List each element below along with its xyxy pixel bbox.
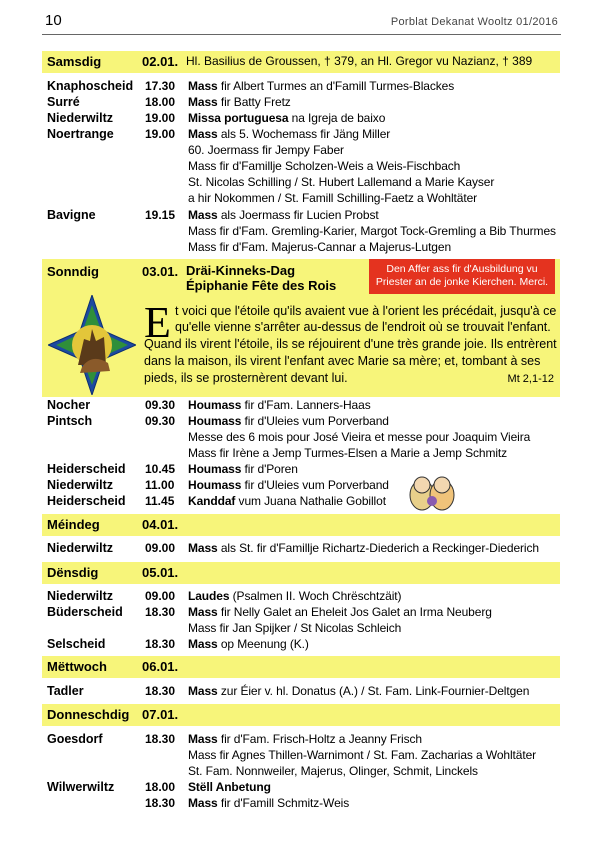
entry-text	[188, 796, 349, 810]
day-date: 07.01.	[142, 707, 179, 722]
page-header-title: Porblat Dekanat Wooltz 01/2016	[390, 16, 558, 28]
day-description: Hl. Basilius de Groussen, † 379, an Hl. Gregor vu Nazianz, † 389	[186, 54, 533, 68]
time: 19.00	[145, 127, 176, 141]
schedule-row	[42, 732, 560, 748]
service-detail: als 5. Wochemass fir Jäng Miller	[217, 127, 391, 141]
entry-text	[188, 95, 291, 109]
entry-text	[188, 79, 454, 93]
entry-text	[188, 462, 298, 476]
schedule-row	[42, 159, 560, 175]
time: 09.30	[145, 398, 176, 412]
place-name: Surré	[47, 95, 80, 109]
place-name: Büderscheid	[47, 605, 123, 619]
service-kind: Laudes	[188, 589, 230, 603]
day-band-donneschdig	[42, 704, 560, 726]
place-name: Niederwiltz	[47, 111, 113, 125]
service-detail: fir Nelly Galet an Eheleit Jos Galet an Irma Neuberg	[217, 605, 492, 619]
schedule-row	[42, 589, 560, 605]
entry-text	[188, 541, 539, 555]
time: 17.30	[145, 79, 176, 93]
schedule-row	[42, 398, 560, 414]
entry-text	[188, 398, 371, 412]
place-name: Niederwiltz	[47, 541, 113, 555]
service-kind: Houmass	[188, 478, 242, 492]
place-name: Niederwiltz	[47, 589, 113, 603]
page-number: 10	[45, 12, 62, 29]
place-name: Noertrange	[47, 127, 114, 141]
entry-text	[188, 494, 386, 508]
schedule-row	[42, 143, 560, 159]
schedule-row	[42, 79, 560, 95]
time: 18.30	[145, 732, 176, 746]
schedule-row	[42, 478, 560, 494]
entry-text	[188, 159, 460, 173]
place-name: Tadler	[47, 684, 84, 698]
service-kind: Mass	[188, 95, 218, 109]
day-band-meindeg	[42, 514, 560, 536]
day-label: Dënsdig	[47, 565, 99, 580]
service-detail: St. Fam. Nonnweiler, Majerus, Olinger, Schmit, Linckels	[188, 764, 478, 778]
schedule-row	[42, 414, 560, 430]
header-rule	[42, 34, 561, 35]
schedule-row	[42, 462, 560, 478]
service-detail: Mass fir d'Fam. Majerus-Cannar a Majerus-Lutgen	[188, 240, 452, 254]
service-detail: fir d'Famill Schmitz-Weis	[217, 796, 350, 810]
service-detail: op Meenung (K.)	[217, 637, 309, 651]
service-kind: Mass	[188, 732, 218, 746]
entry-text	[188, 780, 271, 794]
star-of-bethlehem-icon	[48, 295, 136, 395]
schedule-row	[42, 621, 560, 637]
gospel-line: Quand ils virent l'étoile, ils se réjouirent d'une très grande joie. Ils entrèrent	[144, 337, 557, 351]
schedule-row	[42, 208, 560, 224]
day-label: Samsdig	[47, 54, 102, 69]
entry-text	[188, 478, 389, 492]
entry-text	[188, 732, 422, 746]
day-label: Donneschdig	[47, 707, 130, 722]
service-kind: Mass	[188, 796, 218, 810]
service-detail: Mass fir Jan Spijker / St Nicolas Schleich	[188, 621, 402, 635]
schedule-row	[42, 605, 560, 621]
service-kind: Mass	[188, 127, 218, 141]
place-name: Niederwiltz	[47, 478, 113, 492]
feast-title-lb: Dräi-Kinneks-Dag	[186, 263, 296, 278]
entry-text	[188, 240, 451, 254]
time: 18.30	[145, 796, 176, 810]
service-kind: Mass	[188, 541, 218, 555]
service-detail: 60. Joermass fir Jempy Faber	[188, 143, 344, 157]
schedule-row	[42, 95, 560, 111]
place-name: Pintsch	[47, 414, 93, 428]
gospel-line: qu'elle vienne s'arrêter au-dessus de l'endroit où se trouvait l'enfant.	[175, 320, 551, 334]
service-kind: Mass	[188, 637, 218, 651]
service-detail: fir d'Uleies vum Porverband	[241, 414, 389, 428]
service-kind: Mass	[188, 208, 218, 222]
service-detail: Messe des 6 mois pour José Vieira et messe pour Joaquim Vieira	[188, 430, 531, 444]
service-detail: na Igreja de baixo	[288, 111, 386, 125]
entry-text	[188, 208, 379, 222]
service-kind: Mass	[188, 684, 218, 698]
baptism-children-icon	[406, 473, 456, 513]
gospel-line: pieds, ils se prosternèrent devant lui.	[144, 371, 348, 385]
service-detail: Mass fir Irène a Jemp Turmes-Elsen a Marie a Jemp Schmitz	[188, 446, 508, 460]
time: 09.00	[145, 541, 176, 555]
schedule-row	[42, 127, 560, 143]
service-kind: Houmass	[188, 398, 242, 412]
schedule-row	[42, 191, 560, 207]
service-detail: fir Albert Turmes an d'Famill Turmes-Blackes	[217, 79, 455, 93]
entry-text	[188, 430, 530, 444]
place-name: Heiderscheid	[47, 494, 126, 508]
service-detail: fir d'Fam. Lanners-Haas	[241, 398, 371, 412]
service-kind: Mass	[188, 605, 218, 619]
day-label: Sonndig	[47, 264, 99, 279]
entry-text	[188, 748, 536, 762]
day-date: 02.01.	[142, 54, 179, 69]
schedule-row	[42, 764, 560, 780]
schedule-row	[42, 796, 560, 812]
day-date: 04.01.	[142, 517, 179, 532]
day-label: Méindeg	[47, 517, 100, 532]
entry-text	[188, 684, 529, 698]
service-kind: Stëll Anbetung	[188, 780, 271, 794]
place-name: Goesdorf	[47, 732, 103, 746]
time: 11.45	[145, 494, 175, 508]
service-detail: a hir Nokommen / St. Famill Schilling-Faetz a Wohltäter	[188, 191, 478, 205]
service-detail: fir d'Poren	[241, 462, 298, 476]
service-detail: fir d'Fam. Frisch-Holtz a Jeanny Frisch	[217, 732, 422, 746]
time: 19.00	[145, 111, 176, 125]
entry-text	[188, 143, 344, 157]
schedule-row	[42, 240, 560, 256]
service-detail: fir Batty Fretz	[217, 95, 291, 109]
gospel-line: dans la maison, ils virent l'enfant avec Marie sa mère; et, tombant à ses	[144, 354, 541, 368]
gospel-reference: Mt 2,1-12	[507, 373, 554, 385]
entry-text	[188, 175, 494, 189]
service-detail: Mass fir d'Famillje Scholzen-Weis a Weis-Fischbach	[188, 159, 461, 173]
schedule-row	[42, 430, 560, 446]
service-kind: Houmass	[188, 414, 242, 428]
time: 18.00	[145, 780, 176, 794]
time: 18.30	[145, 684, 176, 698]
service-detail: fir d'Uleies vum Porverband	[241, 478, 389, 492]
place-name: Wilwerwiltz	[47, 780, 115, 794]
place-name: Heiderscheid	[47, 462, 126, 476]
service-detail: als Joermass fir Lucien Probst	[217, 208, 379, 222]
gospel-line: t voici que l'étoile qu'ils avaient vue à l'orient les précédait, jusqu'à ce	[175, 304, 557, 318]
time: 19.15	[145, 208, 176, 222]
day-band-densdig	[42, 562, 560, 584]
day-date: 06.01.	[142, 659, 179, 674]
entry-text	[188, 127, 390, 141]
schedule-row	[42, 224, 560, 240]
time: 09.30	[145, 414, 176, 428]
day-date: 05.01.	[142, 565, 179, 580]
time: 18.00	[145, 95, 176, 109]
day-date: 03.01.	[142, 264, 179, 279]
feast-title-fr: Épiphanie Fête des Rois	[186, 278, 337, 293]
entry-text	[188, 637, 309, 651]
service-detail: als St. fir d'Famillje Richartz-Diederich a Reckinger-Diederich	[217, 541, 539, 555]
day-band-samsdig	[42, 51, 560, 73]
place-name: Bavigne	[47, 208, 96, 222]
time: 11.00	[145, 478, 175, 492]
schedule-row	[42, 111, 560, 127]
schedule-row	[42, 748, 560, 764]
entry-text	[188, 605, 492, 619]
service-kind: Mass	[188, 79, 218, 93]
service-kind: Missa portuguesa	[188, 111, 289, 125]
service-kind: Kanddaf	[188, 494, 236, 508]
place-name: Selscheid	[47, 637, 106, 651]
entry-text	[188, 224, 556, 238]
gospel-dropcap: E	[144, 298, 171, 347]
collection-notice: Den Affer ass fir d'Ausbildung vu Priester an de jonke Kierchen. Merci.	[369, 259, 555, 294]
place-name: Knaphoscheid	[47, 79, 134, 93]
entry-text	[188, 414, 389, 428]
day-label: Mëttwoch	[47, 659, 107, 674]
service-detail: Mass fir d'Fam. Gremling-Karier, Margot Tock-Gremling a Bib Thurmes	[188, 224, 556, 238]
time: 10.45	[145, 462, 176, 476]
schedule-row	[42, 684, 560, 700]
schedule-row	[42, 541, 560, 557]
entry-text	[188, 589, 401, 603]
day-band-sonndig	[42, 259, 560, 397]
schedule-row	[42, 446, 560, 462]
time: 09.00	[145, 589, 176, 603]
service-detail: Mass fir Agnes Thillen-Warnimont / St. Fam. Zacharias a Wohltäter	[188, 748, 537, 762]
entry-text	[188, 621, 401, 635]
service-detail: St. Nicolas Schilling / St. Hubert Lallemand a Marie Kayser	[188, 175, 495, 189]
service-detail: (Psalmen II. Woch Chrëschtzäit)	[229, 589, 402, 603]
time: 18.30	[145, 637, 176, 651]
schedule-row	[42, 780, 560, 796]
schedule-row	[42, 494, 560, 510]
entry-text	[188, 111, 385, 125]
service-detail: vum Juana Nathalie Gobillot	[235, 494, 386, 508]
day-band-mettwoch	[42, 656, 560, 678]
entry-text	[188, 446, 507, 460]
entry-text	[188, 191, 477, 205]
schedule-row	[42, 175, 560, 191]
service-kind: Houmass	[188, 462, 242, 476]
entry-text	[188, 764, 478, 778]
schedule-row	[42, 637, 560, 653]
time: 18.30	[145, 605, 176, 619]
place-name: Nocher	[47, 398, 91, 412]
service-detail: zur Éier v. hl. Donatus (A.) / St. Fam. Link-Fournier-Deltgen	[217, 684, 530, 698]
